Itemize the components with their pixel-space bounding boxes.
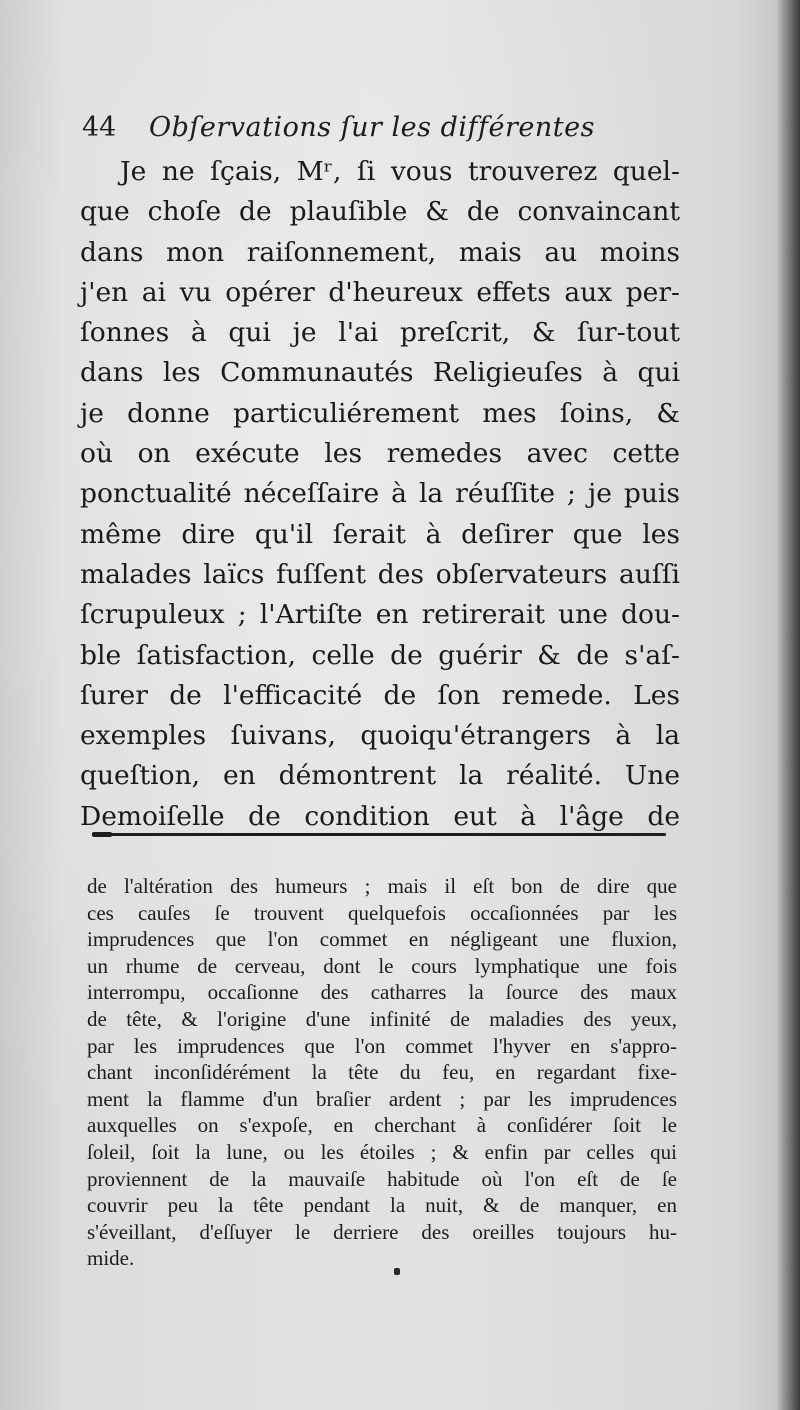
- footnote-separator-rule: [92, 833, 666, 836]
- page-number: 44: [82, 112, 117, 143]
- text-line: ſcrupuleux ; l'Artiſte en retirerait une dou-: [80, 599, 680, 631]
- footnote-line: un rhume de cerveau, dont le cours lymphatique une fois: [87, 953, 677, 978]
- footnote-line: mide.: [87, 1246, 135, 1271]
- text-line: ſurer de l'efficacité de ſon remede. Les: [80, 679, 680, 711]
- footnote-line: par les imprudences que l'on commet l'hyver en s'appro-: [87, 1033, 677, 1058]
- running-title: Obſervations ſur les différentes: [148, 112, 595, 143]
- text-line: Demoiſelle de condition eut à l'âge de: [80, 800, 680, 832]
- text-line: ble ſatisfaction, celle de guérir & de s'aſ-: [80, 639, 680, 671]
- footnote-line: couvrir peu la tête pendant la nuit, & de manquer, en: [87, 1193, 677, 1218]
- footnote-line: de tête, & l'origine d'une infinité de maladies des yeux,: [87, 1006, 677, 1031]
- text-line: que choſe de plauſible & de convaincant: [80, 196, 680, 228]
- footnote-line: de l'altération des humeurs ; mais il eſt bon de dire que: [87, 874, 677, 898]
- page-header: [82, 108, 642, 148]
- text-line: je donne particuliérement mes ſoins, &: [80, 397, 680, 429]
- book-spine-shadow: [776, 0, 800, 1410]
- text-line: Je ne ſçais, Mʳ, ſi vous trouverez quel-: [120, 156, 680, 187]
- text-line: exemples ſuivans, quoiqu'étrangers à la: [80, 720, 680, 752]
- footnote-line: auxquelles on s'expoſe, en cherchant à conſidérer ſoit le: [87, 1113, 677, 1138]
- text-line: ponctualité néceſſaire à la réuſſite ; je puis: [80, 478, 680, 510]
- footnote-line: imprudences que l'on commet en négligeant une fluxion,: [87, 927, 677, 952]
- text-line: j'en ai vu opérer d'heureux effets aux per-: [80, 276, 680, 308]
- text-line: où on exécute les remedes avec cette: [80, 438, 680, 470]
- footnote-line: interrompu, occaſionne des catharres la ſource des maux: [87, 980, 677, 1005]
- text-line: malades laïcs fuſſent des obſervateurs auſſi: [80, 558, 680, 590]
- footnote-line: ment la flamme d'un braſier ardent ; par les imprudences: [87, 1086, 677, 1111]
- text-line: même dire qu'il ſerait à deſirer que les: [80, 518, 680, 550]
- text-line: dans les Communautés Religieuſes à qui: [80, 357, 680, 389]
- footnote-block: [87, 873, 677, 1272]
- text-line: ſonnes à qui je l'ai preſcrit, & ſur-tout: [80, 317, 680, 349]
- footnote-line: ſoleil, ſoit la lune, ou les étoiles ; & enfin par celles qui: [87, 1139, 677, 1164]
- footnote-line: s'éveillant, d'eſſuyer le derriere des oreilles toujours hu-: [87, 1219, 677, 1244]
- text-line: queſtion, en démontrent la réalité. Une: [80, 760, 680, 792]
- footnote-line: proviennent de la mauvaiſe habitude où l'on eſt de ſe: [87, 1166, 677, 1191]
- main-text-block: [80, 152, 680, 837]
- text-line: dans mon raiſonnement, mais au moins: [80, 236, 680, 268]
- footnote-line: chant inconſidérément la tête du feu, en regardant fixe-: [87, 1060, 677, 1085]
- ink-mark: [394, 1268, 400, 1275]
- footnote-line: ces cauſes ſe trouvent quelquefois occaſionnées par les: [87, 900, 677, 925]
